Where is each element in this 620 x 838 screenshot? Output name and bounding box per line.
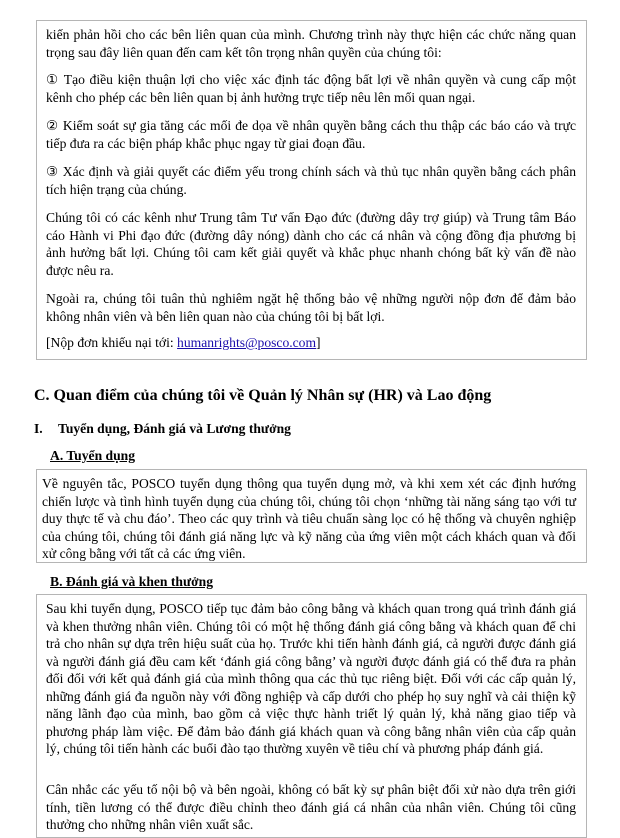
intro-paragraph: kiến phản hồi cho các bên liên quan của mình. Chương trình này thực hiện các chức năng quan trọng sau đây liên quan đến cam kết tôn trọng nhân quyền của chúng tôi:: [46, 27, 576, 60]
complaint-email-link[interactable]: humanrights@posco.com: [177, 335, 317, 350]
recruitment-heading: [50, 447, 135, 465]
subsection-i-heading: [34, 420, 291, 438]
function-item-3: ③ Xác định và giải quyết các điểm yếu trong chính sách và thủ tục nhân quyền bằng cách phân tích hiện trạng của chúng.: [46, 164, 576, 197]
protection-paragraph: Ngoài ra, chúng tôi tuân thủ nghiêm ngặt hệ thống bảo vệ những người nộp đơn để đảm bảo không nhân viên và bên liên quan nào của chúng tôi bị bất lợi.: [46, 291, 576, 324]
recruitment-paragraph: Về nguyên tắc, POSCO tuyển dụng thông qua tuyển dụng mở, và khi xem xét các định hướng chiến lược và tình hình tuyển dụng của chúng tôi, chúng tôi chọn ‘những tài năng sáng tạo với tư duy thực tế và chu đáo’. Theo các quy trình và tiêu chuẩn sàng lọc có hệ thống và chuyên nghiệp của chúng tôi, chúng tôi đánh giá năng lực và kỹ năng của ứng viên một cách khách quan và đối xử công bằng với tất cả các ứng viên.: [42, 476, 576, 561]
complaint-suffix: ]: [316, 335, 321, 350]
function-item-1: ① Tạo điều kiện thuận lợi cho việc xác định tác động bất lợi về nhân quyền và cung cấp một kênh cho phép các bên liên quan bị ảnh hưởng trực tiếp nêu lên mối quan ngại.: [46, 72, 576, 105]
evaluation-heading-text: B. Đánh giá và khen thưởng: [50, 574, 213, 589]
channels-paragraph: Chúng tôi có các kênh như Trung tâm Tư vấn Đạo đức (đường dây trợ giúp) và Trung tâm Báo cáo Hành vi Phi đạo đức (đường dây nóng) dành cho các cá nhân và cộng đồng địa phương bị ảnh hưởng bất lợi. Chúng tôi cam kết giải quyết và khắc phục nhanh chóng bất kỳ vấn đề nào được nêu ra.: [46, 210, 576, 278]
compensation-paragraph: Cân nhắc các yếu tố nội bộ và bên ngoài, không có bất kỳ sự phân biệt đối xử nào dựa trên giới tính, tiền lương có thể được điều chỉnh theo đánh giá cá nhân của nhân viên. Chúng tôi cũng thưởng cho những nhân viên xuất sắc.: [46, 782, 576, 832]
subsection-i-title: Tuyển dụng, Đánh giá và Lương thưởng: [58, 421, 291, 436]
evaluation-heading: [50, 573, 213, 591]
evaluation-paragraph: Sau khi tuyển dụng, POSCO tiếp tục đảm bảo công bằng và khách quan trong quá trình đánh giá và khen thưởng nhân viên. Chúng tôi có một hệ thống đánh giá công bằng và khách quan để chi trả cho nhân sự dựa trên hiệu suất của họ. Trước khi tiến hành đánh giá, cả người được đánh giá và người đánh giá đều cam kết ‘đánh giá công bằng’ và người được đánh giá có thể đưa ra phản đối đối với kết quả đánh giá của mình thông qua các thủ tục riêng biệt. Đối với các cấp quản lý, những đánh giá đa nguồn này với đồng nghiệp và cấp dưới cho phép họ suy nghĩ và cải thiện kỹ năng lãnh đạo của mình, bao gồm cả việc thực hành triết lý quản lý, khả năng giao tiếp và phương pháp làm việc. Để đảm bảo đánh giá khách quan và công bằng nhân viên của cấp quản lý, chúng tôi tiến hành các buổi đào tạo thường xuyên về tiêu chí và phương pháp đánh giá.: [46, 601, 576, 756]
recruitment-heading-text: A. Tuyển dụng: [50, 448, 136, 463]
subsection-i-number: I.: [34, 421, 43, 436]
complaint-prefix: [Nộp đơn khiếu nại tới:: [46, 335, 178, 350]
complaint-line: [46, 334, 576, 352]
function-item-2: ② Kiểm soát sự gia tăng các mối đe dọa về nhân quyền bằng cách thu thập các báo cáo và trực tiếp đưa ra các biện pháp khắc phục ngay từ giai đoạn đầu.: [46, 118, 576, 151]
section-c-heading: C. Quan điểm của chúng tôi về Quản lý Nhân sự (HR) và Lao động: [34, 387, 492, 404]
